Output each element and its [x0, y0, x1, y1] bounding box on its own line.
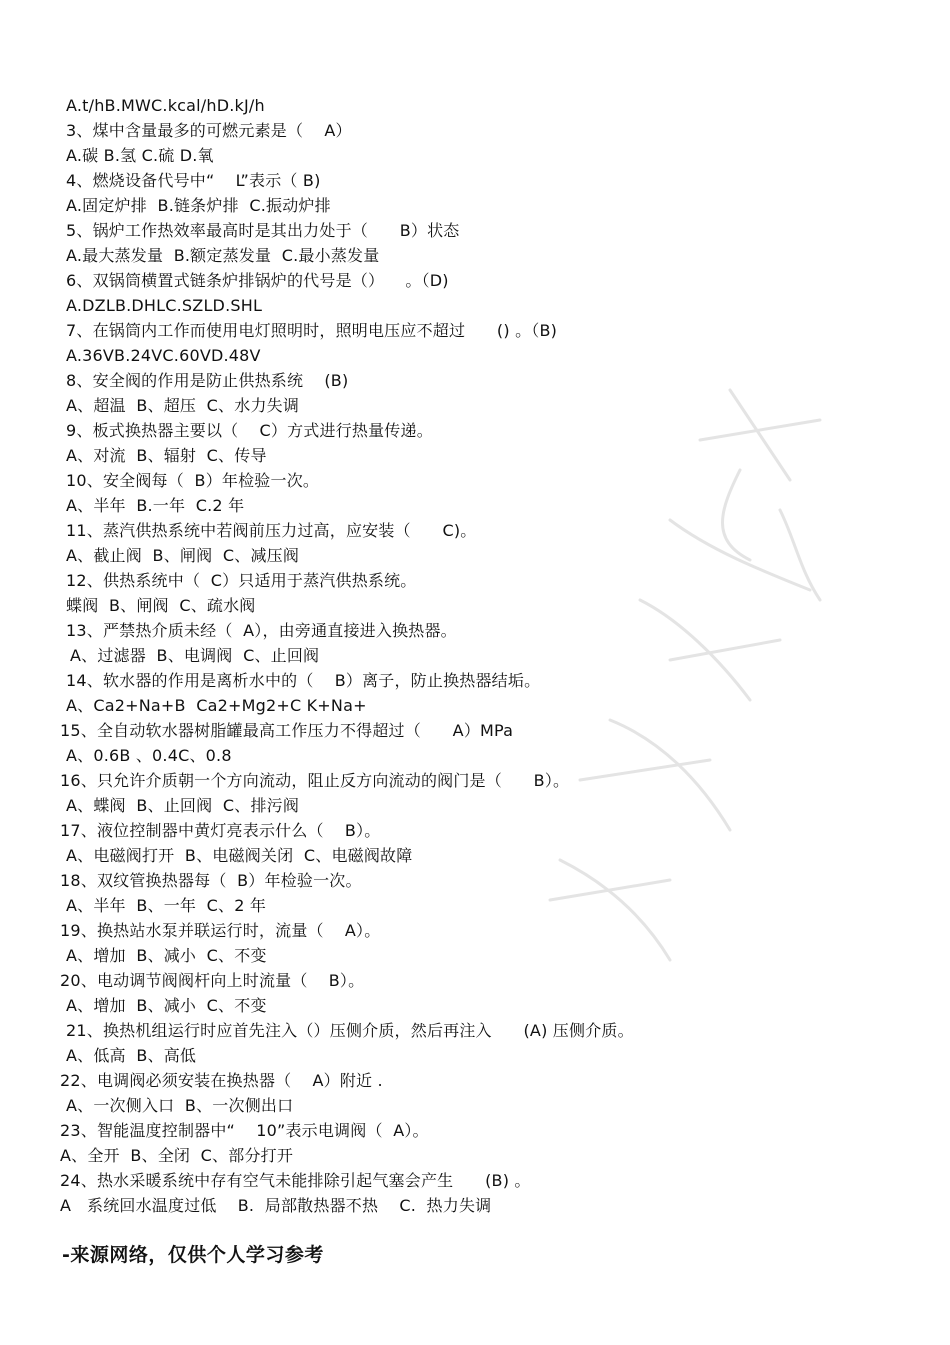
text-line: A.36VB.24VC.60VD.48V [66, 346, 261, 365]
source-note: -来源网络，仅供个人学习参考 [62, 1244, 324, 1266]
watermark-image [520, 360, 850, 980]
text-line: 15、全自动软水器树脂罐最高工作压力不得超过（ A）MPa [60, 721, 514, 740]
text-line: A、过滤器 B、电调阀 C、止回阀 [70, 646, 320, 665]
text-line: 13、严禁热介质未经（ A），由旁通直接进入换热器。 [66, 621, 457, 640]
text-line: A、低高 B、高低 [66, 1046, 197, 1065]
text-line: 10、安全阀每（ B）年检验一次。 [66, 471, 320, 490]
text-line: A、0.6B 、0.4C、0.8 [66, 746, 232, 765]
text-line: 19、换热站水泵并联运行时，流量（ A）。 [60, 921, 381, 940]
text-line: 7、在锅筒内工作而使用电灯照明时，照明电压应不超过 () 。（B) [66, 321, 558, 340]
text-line: 18、双纹管换热器每（ B）年检验一次。 [60, 871, 362, 890]
text-line: A、电磁阀打开 B、电磁阀关闭 C、电磁阀故障 [66, 846, 413, 865]
text-line: A.固定炉排 B.链条炉排 C.振动炉排 [66, 196, 331, 215]
text-line: 5、锅炉工作热效率最高时是其出力处于（ B）状态 [66, 221, 460, 240]
text-line: 8、安全阀的作用是防止供热系统 (B) [66, 371, 349, 390]
text-line: 22、电调阀必须安装在换热器（ A）附近 . [60, 1071, 383, 1090]
text-line: A、截止阀 B、闸阀 C、减压阀 [66, 546, 300, 565]
text-line: A、增加 B、减小 C、不变 [66, 946, 267, 965]
text-line: 17、液位控制器中黄灯亮表示什么（ B）。 [60, 821, 381, 840]
text-line: A、对流 B、辐射 C、传导 [66, 446, 267, 465]
text-line: 11、蒸汽供热系统中若阀前压力过高，应安装（ C)。 [66, 521, 477, 540]
text-line: 21、换热机组运行时应首先注入（）压侧介质，然后再注入 (A) 压侧介质。 [66, 1021, 634, 1040]
text-line: 23、智能温度控制器中“ 10”表示电调阀（ A）。 [60, 1121, 429, 1140]
text-line: 24、热水采暖系统中存有空气未能排除引起气塞会产生 (B) 。 [60, 1171, 531, 1190]
text-line: A、增加 B、减小 C、不变 [66, 996, 267, 1015]
text-line: A、半年 B.一年 C.2 年 [66, 496, 245, 515]
text-line: A、一次侧入口 B、一次侧出口 [66, 1096, 294, 1115]
text-line: 蝶阀 B、闸阀 C、疏水阀 [66, 596, 256, 615]
text-line: 4、燃烧设备代号中“ L”表示（ B) [66, 171, 321, 190]
text-line: 14、软水器的作用是离析水中的（ B）离子，防止换热器结垢。 [66, 671, 541, 690]
text-line: 20、电动调节阀阀杆向上时流量（ B）。 [60, 971, 365, 990]
text-line: A.最大蒸发量 B.额定蒸发量 C.最小蒸发量 [66, 246, 380, 265]
text-line: A.碳 B.氢 C.硫 D.氧 [66, 146, 214, 165]
text-line: A、全开 B、全闭 C、部分打开 [60, 1146, 294, 1165]
text-line: 3、煤中含量最多的可燃元素是（ A） [66, 121, 352, 140]
text-line: 12、供热系统中（ C）只适用于蒸汽供热系统。 [66, 571, 417, 590]
text-line: A、半年 B、一年 C、2 年 [66, 896, 267, 915]
text-line: 16、只允许介质朝一个方向流动，阻止反方向流动的阀门是（ B）。 [60, 771, 570, 790]
text-line: 6、双锅筒横置式链条炉排锅炉的代号是（） 。（D) [66, 271, 449, 290]
text-line: A.DZLB.DHLC.SZLD.SHL [66, 296, 263, 315]
text-line: 9、板式换热器主要以（ C）方式进行热量传递。 [66, 421, 433, 440]
text-line: A 系统回水温度过低 B. 局部散热器不热 C. 热力失调 [60, 1196, 492, 1215]
text-line: A、超温 B、超压 C、水力失调 [66, 396, 300, 415]
text-line: A、蝶阀 B、止回阀 C、排污阀 [66, 796, 300, 815]
text-line: A、Ca2+Na+B Ca2+Mg2+C K+Na+ [66, 696, 367, 715]
text-line: A.t/hB.MWC.kcal/hD.kJ/h [66, 96, 265, 115]
